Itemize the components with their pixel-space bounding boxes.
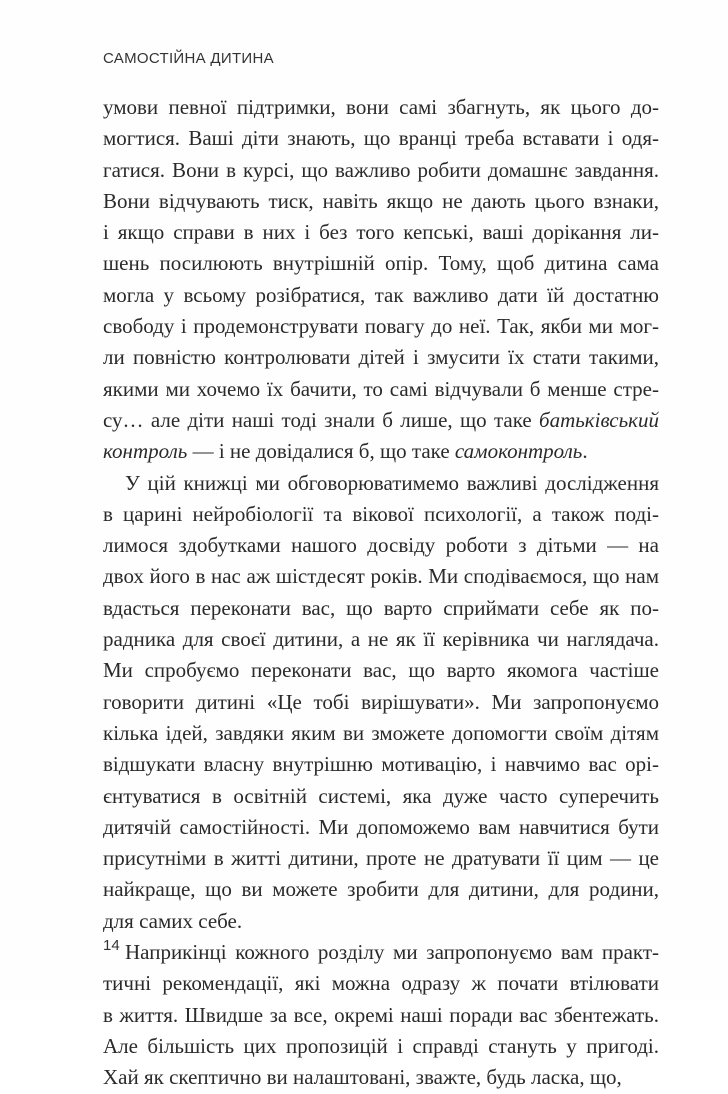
text-line bbox=[103, 812, 659, 843]
line-segment: гатися. Вони в курсі, що важливо робити домашнє завдання. bbox=[103, 157, 659, 182]
text-line bbox=[103, 248, 659, 279]
line-segment: свободу і продемонструвати повагу до неї. Так, якби ми мог- bbox=[103, 314, 659, 339]
line-segment: найкраще, що ви можете зробити для дитини, для родини, bbox=[103, 877, 659, 902]
line-segment: лимося здобутками нашого досвіду роботи з дітьми — на bbox=[103, 533, 659, 558]
line-segment: єнтуватися в освітній системі, яка дуже часто суперечить bbox=[103, 783, 659, 808]
line-segment: Хай як скептично ви налаштовані, зважте, будь ласка, що, bbox=[103, 1065, 622, 1090]
line-segment: . bbox=[582, 439, 588, 464]
paragraph bbox=[103, 92, 659, 468]
line-segment: Наприкінці кожного розділу ми запропонуємо вам практ- bbox=[125, 940, 659, 965]
text-line bbox=[103, 155, 659, 186]
text-line bbox=[103, 92, 659, 123]
text-line bbox=[103, 1031, 659, 1062]
text-line bbox=[103, 217, 659, 248]
line-segment: відшукати власну внутрішню мотивацію, і навчимо вас орі- bbox=[103, 752, 659, 777]
line-segment: в царині нейробіології та вікової психології, а також поді- bbox=[103, 501, 659, 526]
line-segment: Ми спробуємо переконати вас, що варто якомога частіше bbox=[103, 658, 659, 683]
line-segment: — і не довідалися б, що таке bbox=[187, 439, 455, 464]
text-line bbox=[103, 906, 659, 937]
text-line bbox=[103, 624, 659, 655]
line-segment: і якщо справи в них і без того кепські, ваші дорікання ли- bbox=[103, 220, 659, 245]
text-line bbox=[103, 687, 659, 718]
line-segment: кілька ідей, завдяки яким ви зможете допомогти своїм дітям bbox=[103, 720, 659, 745]
text-line bbox=[103, 374, 659, 405]
line-segment: умови певної підтримки, вони самі збагнуть, як цього до- bbox=[103, 95, 659, 119]
emphasis-text: самоконтроль bbox=[454, 439, 583, 464]
text-line bbox=[103, 561, 659, 592]
line-segment: Але більшість цих пропозицій і справді стануть у пригоді. bbox=[103, 1033, 659, 1058]
text-line bbox=[103, 311, 659, 342]
text-line bbox=[103, 342, 659, 373]
line-segment: дитячій самостійності. Ми допоможемо вам навчитися бути bbox=[103, 814, 659, 839]
line-segment: в життя. Швидше за все, окремі наші поради вас збентежать. bbox=[103, 1002, 659, 1027]
running-head: САМОСТІЙНА ДИТИНА bbox=[103, 50, 274, 67]
text-line bbox=[103, 781, 659, 812]
text-line bbox=[103, 1000, 659, 1031]
line-segment: шень посилюють внутрішній опір. Тому, щоб дитина сама bbox=[103, 251, 659, 276]
text-line bbox=[103, 499, 659, 530]
text-line bbox=[103, 468, 659, 499]
text-line bbox=[103, 280, 659, 311]
paragraph bbox=[103, 468, 659, 937]
line-segment: могла у всьому розібратися, так важливо дати їй достатню bbox=[103, 282, 659, 307]
text-line bbox=[103, 968, 659, 999]
text-line bbox=[103, 874, 659, 905]
line-segment: тичні рекомендації, які можна одразу ж почати втілювати bbox=[103, 971, 659, 996]
emphasis-text: контроль bbox=[103, 439, 188, 464]
text-line bbox=[103, 749, 659, 780]
text-line bbox=[103, 530, 659, 561]
line-segment: су… але діти наші тоді знали б лише, що таке bbox=[103, 407, 540, 432]
text-line bbox=[103, 436, 659, 467]
emphasis-text: батьківський bbox=[539, 407, 659, 432]
body-text bbox=[103, 92, 659, 1094]
text-line bbox=[103, 937, 659, 968]
line-segment: радника для своєї дитини, а не як її керівника чи наглядача. bbox=[103, 627, 659, 652]
text-line bbox=[103, 186, 659, 217]
line-segment: ли повністю контролювати дітей і змусити їх стати такими, bbox=[103, 345, 659, 370]
line-segment: Вони відчувають тиск, навіть якщо не дають цього взнаки, bbox=[103, 188, 659, 213]
line-segment: могтися. Ваші діти знають, що вранці треба вставати і одя- bbox=[103, 126, 659, 151]
text-line bbox=[103, 123, 659, 154]
text-line bbox=[103, 1062, 659, 1093]
text-line bbox=[103, 843, 659, 874]
text-line bbox=[103, 718, 659, 749]
line-segment: для самих себе. bbox=[103, 908, 243, 933]
line-segment: присутніми в житті дитини, проте не дратувати її цим — це bbox=[103, 846, 659, 871]
line-segment: якими ми хочемо їх бачити, то самі відчували б менше стре- bbox=[103, 376, 659, 401]
page-number: 14 bbox=[103, 937, 120, 954]
line-segment: вдасться переконати вас, що варто сприймати себе як по- bbox=[103, 595, 659, 620]
text-line bbox=[103, 405, 659, 436]
line-segment: говорити дитині «Це тобі вирішувати». Ми запропонуємо bbox=[103, 689, 659, 714]
paragraph bbox=[103, 937, 659, 1093]
text-line bbox=[103, 593, 659, 624]
line-segment: У цій книжці ми обговорюватимемо важливі дослідження bbox=[125, 470, 659, 495]
text-line bbox=[103, 655, 659, 686]
line-segment: двох його в нас аж шістдесят років. Ми сподіваємося, що нам bbox=[103, 564, 659, 589]
